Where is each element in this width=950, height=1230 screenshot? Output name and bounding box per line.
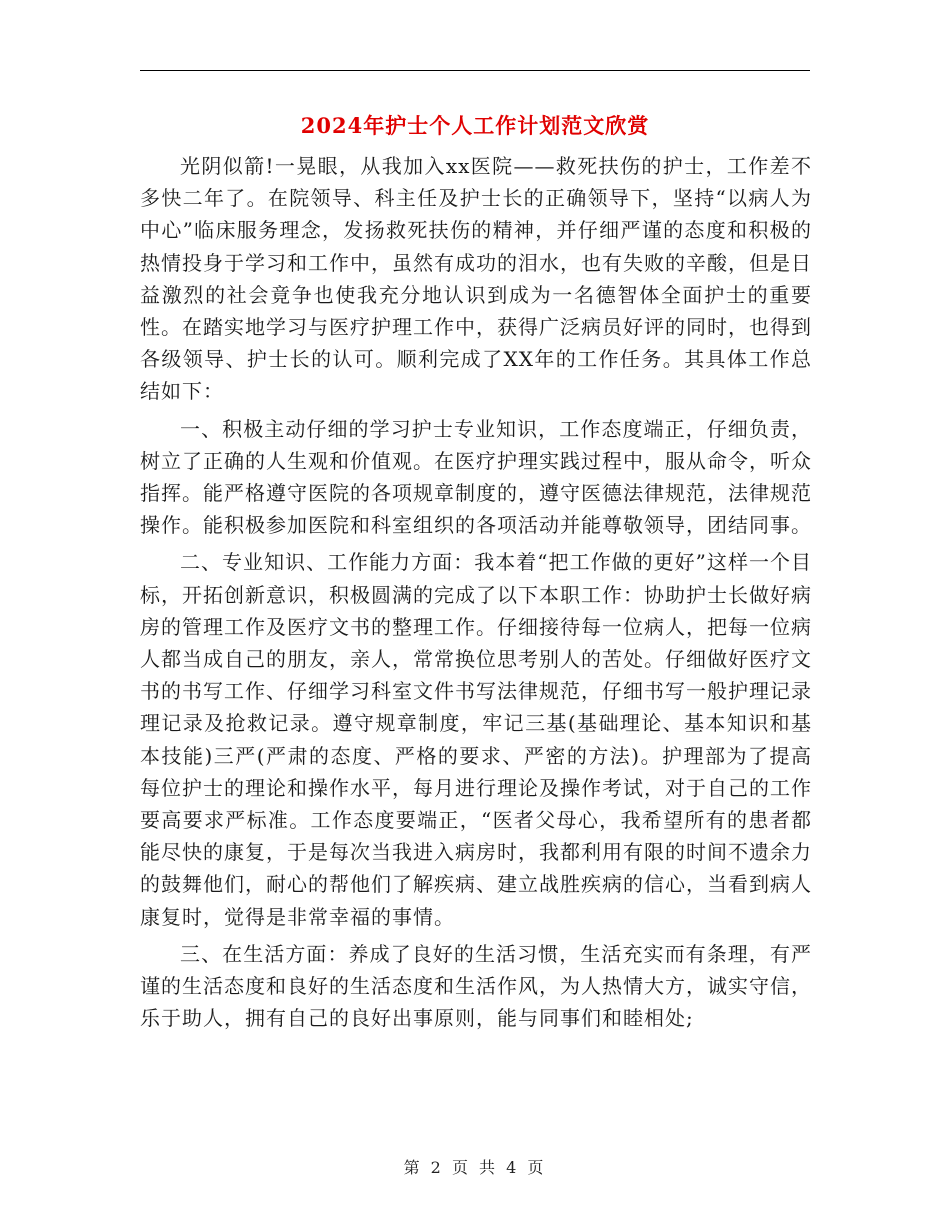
document-title: 2024年护士个人工作计划范文欣赏: [300, 113, 650, 138]
paragraph-intro: 光阴似箭!一晃眼，从我加入xx医院——救死扶伤的护士，工作差不多快二年了。在院领导、科主任及护士长的正确领导下，坚持“以病人为中心”临床服务理念，发扬救死扶伤的精神，并仔细严谨的态度和积极的热情投身于学习和工作中，虽然有成功的泪水，也有失败的辛酸，但是日益激烈的社会竟争也使我充分地认识到成为一名德智体全面护士的重要性。在踏实地学习与医疗护理工作中，获得广泛病员好评的同时，也得到各级领导、护士长的认可。顺利完成了XX年的工作任务。其具体工作总结如下：: [140, 154, 812, 404]
paragraph-section-1: 一、积极主动仔细的学习护士专业知识，工作态度端正，仔细负责，树立了正确的人生观和价值观。在医疗护理实践过程中，服从命令，听众指挥。能严格遵守医院的各项规章制度的，遵守医德法律规范，法律规范操作。能积极参加医院和科室组织的各项活动并能尊敬领导，团结同事。: [140, 416, 812, 538]
paragraph-section-3: 三、在生活方面：养成了良好的生活习惯，生活充实而有条理，有严谨的生活态度和良好的生活态度和生活作风，为人热情大方，诚实守信，乐于助人，拥有自己的良好出事原则，能与同事们和睦相处;: [140, 941, 812, 1031]
paragraph-section-2: 二、专业知识、工作能力方面：我本着“把工作做的更好”这样一个目标，开拓创新意识，积极圆满的完成了以下本职工作：协助护士长做好病房的管理工作及医疗文书的整理工作。仔细接待每一位病人，把每一位病人都当成自己的朋友，亲人，常常换位思考别人的苦处。仔细做好医疗文书的书写工作、仔细学习科室文件书写法律规范，仔细书写一般护理记录理记录及抢救记录。遵守规章制度，牢记三基(基础理论、基本知识和基本技能)三严(严肃的态度、严格的要求、严密的方法)。护理部为了提高每位护士的理论和操作水平，每月进行理论及操作考试，对于自己的工作要高要求严标准。工作态度要端正，“医者父母心，我希望所有的患者都能尽快的康复，于是每次当我进入病房时，我都利用有限的时间不遗余力的鼓舞他们，耐心的帮他们了解疾病、建立战胜疾病的信心，当看到病人康复时，觉得是非常幸福的事情。: [140, 550, 812, 929]
page-number-footer: 第 2 页 共 4 页: [403, 1158, 547, 1177]
document-body: [140, 150, 812, 1039]
header-rule: [140, 70, 810, 71]
